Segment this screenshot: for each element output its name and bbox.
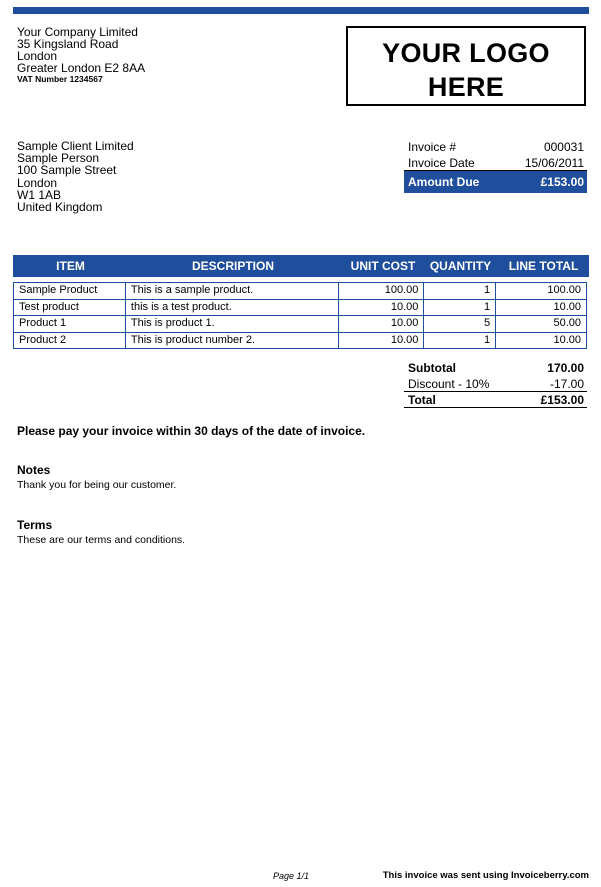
company-details	[17, 26, 145, 85]
column-header-line-total: LINE TOTAL	[508, 259, 579, 273]
payment-terms-note: Please pay your invoice within 30 days of the date of invoice.	[17, 424, 366, 438]
column-header-item: ITEM	[56, 259, 85, 273]
client-line: W1 1AB	[17, 187, 62, 202]
discount-label: Discount - 10%	[408, 377, 490, 391]
description-cell: This is product 1.	[125, 316, 338, 333]
amount-due-row	[404, 171, 587, 193]
company-address-line: 35 Kingsland Road	[17, 37, 119, 51]
unit-cost-cell: 10.00	[338, 316, 424, 333]
logo-text-line: YOUR LOGO	[382, 38, 550, 68]
total-value: £153.00	[540, 393, 584, 407]
discount-row	[404, 376, 587, 392]
subtotal-row	[404, 360, 587, 376]
subtotal-label: Subtotal	[408, 361, 456, 375]
company-address-line: Greater London E2 8AA	[17, 61, 146, 75]
quantity-cell: 1	[424, 283, 496, 300]
terms-heading: Terms	[17, 518, 53, 532]
logo-text	[348, 36, 584, 104]
item-cell: Test product	[14, 299, 126, 316]
client-line: United Kingdom	[17, 200, 103, 215]
line-total-cell: 10.00	[496, 299, 587, 316]
quantity-cell: 1	[424, 332, 496, 349]
invoice-number-row	[404, 140, 587, 156]
total-row	[404, 392, 587, 408]
invoice-date-label: Invoice Date	[408, 155, 475, 170]
description-cell: this is a test product.	[125, 299, 338, 316]
logo-placeholder	[346, 26, 586, 106]
invoice-date-row	[404, 156, 587, 172]
quantity-cell: 1	[424, 299, 496, 316]
total-label: Total	[408, 393, 436, 407]
invoice-number-value: 000031	[543, 140, 584, 154]
client-address	[17, 140, 134, 213]
amount-due-label: Amount Due	[408, 175, 480, 189]
top-accent-bar	[13, 7, 589, 14]
column-header-unit-cost: UNIT COST	[350, 259, 416, 273]
company-vat-number: VAT Number 1234567	[17, 74, 103, 84]
unit-cost-cell: 10.00	[338, 299, 424, 316]
client-line: Sample Person	[17, 151, 100, 166]
unit-cost-cell: 100.00	[338, 283, 424, 300]
amount-due-value: £153.00	[540, 175, 584, 189]
quantity-cell: 5	[424, 316, 496, 333]
line-total-cell: 100.00	[496, 283, 587, 300]
subtotal-value: 170.00	[547, 361, 584, 375]
unit-cost-cell: 10.00	[338, 332, 424, 349]
table-row	[14, 316, 587, 333]
item-cell: Product 1	[14, 316, 126, 333]
description-cell: This is a sample product.	[125, 283, 338, 300]
logo-text-line: HERE	[427, 72, 505, 102]
notes-heading: Notes	[17, 463, 51, 477]
totals-block	[404, 360, 587, 408]
table-row	[14, 283, 587, 300]
column-header-quantity: QUANTITY	[429, 259, 492, 273]
column-header-description: DESCRIPTION	[191, 259, 274, 273]
invoice-meta	[404, 140, 587, 193]
table-row	[14, 332, 587, 349]
items-table-header	[13, 255, 589, 277]
line-total-cell: 50.00	[496, 316, 587, 333]
sent-by-footer: This invoice was sent using Invoiceberry.com	[382, 870, 589, 881]
item-cell: Product 2	[14, 332, 126, 349]
table-row	[14, 299, 587, 316]
company-name: Your Company Limited	[17, 25, 138, 39]
discount-value: -17.00	[549, 377, 584, 391]
client-line: London	[17, 175, 58, 190]
items-table	[13, 282, 587, 349]
client-line: 100 Sample Street	[17, 163, 117, 178]
company-address-line: London	[17, 49, 58, 63]
description-cell: This is product number 2.	[125, 332, 338, 349]
invoice-date-value: 15/06/2011	[524, 155, 584, 170]
page-number: Page 1/1	[273, 871, 310, 881]
terms-text: These are our terms and conditions.	[17, 534, 186, 546]
invoice-number-label: Invoice #	[408, 140, 457, 154]
client-line: Sample Client Limited	[17, 139, 134, 153]
item-cell: Sample Product	[14, 283, 126, 300]
line-total-cell: 10.00	[496, 332, 587, 349]
notes-text: Thank you for being our customer.	[17, 479, 177, 491]
